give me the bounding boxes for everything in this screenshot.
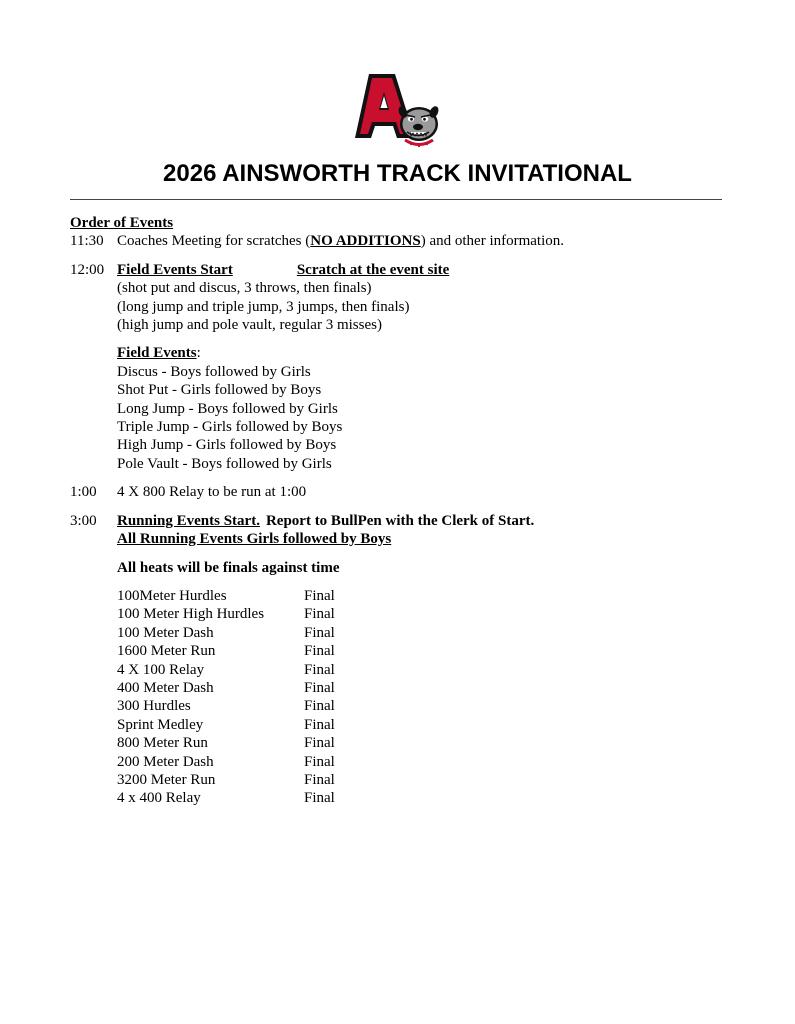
running-order-note: All Running Events Girls followed by Boys (117, 531, 392, 548)
running-event-name: 100 Meter Dash (117, 624, 214, 641)
running-event-status: Final (304, 679, 335, 696)
title-divider (70, 199, 722, 200)
running-event-row (117, 771, 730, 789)
running-heading: Running Events Start. (117, 512, 260, 529)
field-event-item: Shot Put - Girls followed by Boys (117, 382, 322, 399)
running-event-row (117, 753, 730, 771)
running-event-status: Final (304, 735, 335, 752)
running-event-name: 200 Meter Dash (117, 753, 214, 770)
relay-row (70, 483, 730, 501)
coaches-time: 11:30 (70, 233, 104, 250)
running-event-row (117, 605, 730, 623)
coaches-text (117, 232, 730, 250)
running-event-status: Final (304, 698, 335, 715)
running-events-row (70, 512, 730, 808)
bullpen-report: Report to BullPen with the Clerk of Start. (265, 512, 535, 529)
running-event-status: Final (304, 661, 335, 678)
running-event-name: 100Meter Hurdles (117, 587, 227, 604)
running-event-status: Final (304, 587, 335, 604)
coaches-meeting-row (70, 232, 730, 250)
running-heading-line (117, 512, 730, 530)
relay-text: 4 X 800 Relay to be run at 1:00 (117, 484, 307, 501)
running-time: 3:00 (70, 512, 97, 529)
running-event-status: Final (304, 606, 335, 623)
running-event-name: 4 X 100 Relay (117, 661, 205, 678)
field-list-colon: : (196, 345, 201, 362)
running-event-row (117, 789, 730, 807)
page-title: 2026 AINSWORTH TRACK INVITATIONAL (163, 160, 632, 187)
running-event-name: 1600 Meter Run (117, 643, 216, 660)
running-event-name: 400 Meter Dash (117, 679, 214, 696)
running-event-row (117, 661, 730, 679)
running-events-block (117, 512, 730, 808)
scratch-note: Scratch at the event site (296, 261, 450, 278)
field-heading: Field Events Start (117, 261, 233, 278)
field-event-item: Pole Vault - Boys followed by Girls (117, 455, 332, 472)
field-note: (shot put and discus, 3 throws, then finals) (117, 280, 372, 297)
running-event-name: 3200 Meter Run (117, 771, 216, 788)
running-event-status: Final (304, 790, 335, 807)
order-of-events (70, 214, 730, 808)
field-event-item: High Jump - Girls followed by Boys (117, 437, 337, 454)
running-event-row (117, 624, 730, 642)
running-event-name: 800 Meter Run (117, 735, 208, 752)
running-event-status: Final (304, 643, 335, 660)
running-event-name: 100 Meter High Hurdles (117, 606, 265, 623)
field-events-row (70, 261, 730, 473)
running-event-row (117, 642, 730, 660)
running-event-status: Final (304, 753, 335, 770)
relay-time: 1:00 (70, 484, 97, 501)
running-event-status: Final (304, 771, 335, 788)
field-list-heading-line (117, 344, 730, 362)
running-event-row (117, 679, 730, 697)
field-time: 12:00 (70, 261, 105, 278)
coaches-text-before: Coaches Meeting for scratches ( (117, 233, 311, 250)
field-event-item: Triple Jump - Girls followed by Boys (117, 419, 343, 436)
field-events-block (117, 261, 730, 473)
no-additions-emphasis: NO ADDITIONS (310, 233, 421, 250)
running-event-name: 300 Hurdles (117, 698, 191, 715)
running-event-status: Final (304, 624, 335, 641)
order-heading: Order of Events (70, 215, 174, 231)
field-list-heading: Field Events (117, 345, 197, 362)
running-event-row (117, 587, 730, 605)
running-event-name: Sprint Medley (117, 716, 204, 733)
running-event-row (117, 734, 730, 752)
field-note: (high jump and pole vault, regular 3 misses) (117, 317, 382, 334)
running-event-row (117, 697, 730, 715)
heats-note: All heats will be finals against time (117, 559, 340, 576)
ainsworth-bulldog-logo (355, 72, 441, 152)
field-note: (long jump and triple jump, 3 jumps, then finals) (117, 298, 410, 315)
running-event-name: 4 x 400 Relay (117, 790, 201, 807)
running-event-status: Final (304, 716, 335, 733)
field-event-item: Discus - Boys followed by Girls (117, 363, 311, 380)
running-event-row (117, 716, 730, 734)
field-heading-line (117, 261, 730, 279)
field-event-item: Long Jump - Boys followed by Girls (117, 400, 338, 417)
coaches-text-after: ) and other information. (420, 233, 565, 250)
